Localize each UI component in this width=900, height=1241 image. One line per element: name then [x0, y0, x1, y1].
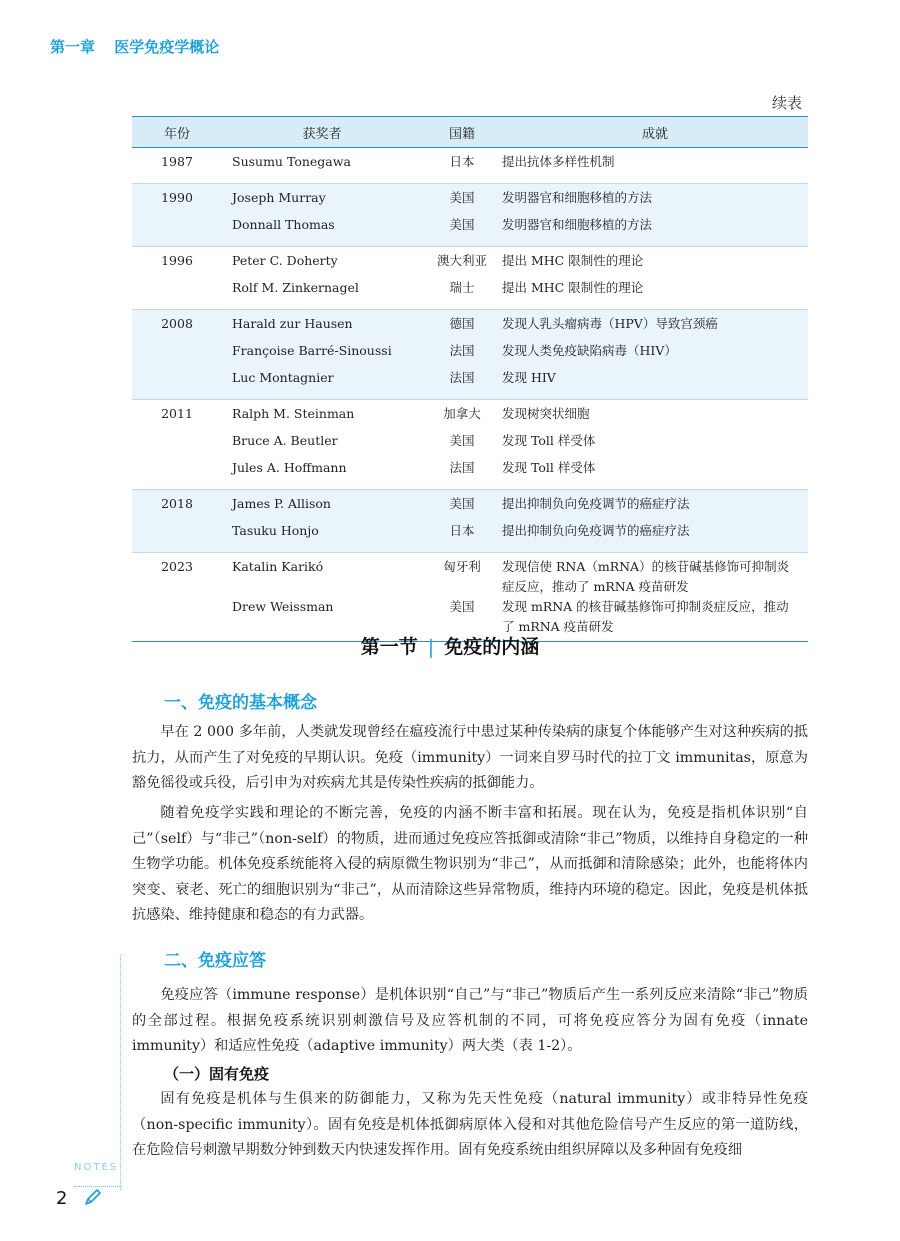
cell-year [132, 368, 222, 400]
cell-laureate: Harald zur Hausen [222, 310, 422, 342]
table-continued-label: 续表 [771, 94, 802, 112]
table-row [132, 310, 808, 342]
cell-achievement: 提出抑制负向免疫调节的癌症疗法 [502, 523, 690, 538]
cell-achievement: 提出 MHC 限制性的理论 [502, 280, 644, 295]
cell-nationality: 日本 [449, 154, 475, 169]
section-name: 免疫的内涵 [444, 636, 540, 658]
notes-margin-rule [120, 955, 121, 1190]
cell-laureate: Donnall Thomas [232, 217, 335, 232]
cell-achievement: 发现 Toll 样受体 [502, 460, 596, 475]
cell-nationality: 澳大利亚 [422, 247, 502, 279]
cell-achievement: 提出抗体多样性机制 [502, 154, 615, 169]
cell-year: 1996 [132, 247, 222, 279]
cell-year [132, 458, 222, 490]
cell-achievement: 发明器官和细胞移植的方法 [502, 217, 653, 232]
cell-nationality: 美国 [422, 597, 502, 642]
sub-subsection-heading-innate-immunity: （一）固有免疫 [164, 1065, 270, 1083]
cell-laureate: Jules A. Hoffmann [232, 460, 347, 475]
cell-achievement: 发明器官和细胞移植的方法 [502, 184, 808, 216]
cell-year: 2008 [132, 310, 222, 342]
cell-laureate: Susumu Tonegawa [232, 154, 351, 169]
cell-year [132, 278, 222, 310]
cell-laureate: Françoise Barré-Sinoussi [232, 343, 392, 358]
cell-year: 2023 [132, 553, 222, 598]
table-row [132, 247, 808, 279]
cell-laureate: Rolf M. Zinkernagel [232, 280, 359, 295]
cell-nationality: 美国 [422, 490, 502, 522]
table-row [132, 400, 808, 432]
cell-nationality: 德国 [422, 310, 502, 342]
cell-laureate: Bruce A. Beutler [232, 433, 338, 448]
table-row [132, 278, 808, 310]
cell-laureate: Drew Weissman [222, 597, 422, 642]
table-row [132, 368, 808, 400]
cell-achievement: 发现信使 RNA（mRNA）的核苷碱基修饰可抑制炎症反应，推动了 mRNA 疫苗研发 [502, 553, 808, 598]
table-row [132, 341, 808, 368]
column-header-laureate: 获奖者 [222, 117, 422, 148]
notes-label: NOTES [74, 1162, 119, 1173]
paragraph: 免疫应答（immune response）是机体识别“自己”与“非己”物质后产生一系列反应来清除“非己”物质的全部过程。根据免疫系统识别刺激信号及应答机制的不同，可将免疫应答分为固有免疫（innate immunity）和适应性免疫（adaptive immunity）两大类（表 1-2）。 [132, 987, 808, 1055]
cell-nationality: 美国 [422, 184, 502, 216]
cell-nationality: 匈牙利 [422, 553, 502, 598]
table-row [132, 431, 808, 458]
cell-year [132, 341, 222, 368]
nobel-prize-table [132, 116, 808, 642]
table-row [132, 148, 808, 184]
paragraph: 随着免疫学实践和理论的不断完善，免疫的内涵不断丰富和拓展。现在认为，免疫是指机体识别“自己”（self）与“非己”（non-self）的物质，进而通过免疫应答抵御或清除“非己”物质，以维持自身稳定的一种生物学功能。机体免疫系统能将入侵的病原微生物识别为“非己”，从而抵御和清除感染；此外，也能将体内突变、衰老、死亡的细胞识别为“非己”，从而清除这些异常物质，维持内环境的稳定。因此，免疫是机体抵抗感染、维持健康和稳态的有力武器。 [132, 805, 808, 924]
cell-year [132, 215, 222, 247]
cell-laureate: Peter C. Doherty [222, 247, 422, 279]
cell-laureate: James P. Allison [222, 490, 422, 522]
cell-nationality: 法国 [449, 370, 475, 385]
chapter-title: 医学免疫学概论 [114, 38, 220, 56]
table-row [132, 215, 808, 247]
cell-nationality: 日本 [449, 523, 475, 538]
cell-nationality: 美国 [449, 433, 475, 448]
running-header [50, 36, 233, 57]
cell-laureate: Luc Montagnier [232, 370, 334, 385]
cell-laureate: Tasuku Honjo [232, 523, 319, 538]
page-number: 2 [56, 1188, 68, 1209]
table-row [132, 521, 808, 553]
section-number: 第一节 [360, 636, 418, 658]
cell-achievement: 发现人乳头瘤病毒（HPV）导致宫颈癌 [502, 310, 808, 342]
cell-year: 1990 [132, 184, 222, 216]
cell-achievement: 提出抑制负向免疫调节的癌症疗法 [502, 490, 808, 522]
subsection-heading-basic-concept: 一、免疫的基本概念 [164, 693, 317, 713]
cell-achievement: 发现 mRNA 的核苷碱基修饰可抑制炎症反应，推动了 mRNA 疫苗研发 [502, 597, 808, 642]
cell-year: 2018 [132, 490, 222, 522]
table-row [132, 184, 808, 216]
cell-year: 1987 [161, 154, 193, 169]
column-header-nationality: 国籍 [422, 117, 502, 148]
pencil-icon [82, 1186, 104, 1212]
cell-achievement: 发现 HIV [502, 370, 556, 385]
cell-nationality: 法国 [449, 460, 475, 475]
table-header-row [132, 117, 808, 148]
cell-achievement: 提出 MHC 限制性的理论 [502, 247, 808, 279]
cell-nationality: 美国 [449, 217, 475, 232]
cell-year [132, 431, 222, 458]
paragraph: 固有免疫是机体与生俱来的防御能力，又称为先天性免疫（natural immunity）或非特异性免疫（non-specific immunity）。固有免疫是机体抵御病原体入侵和对其他危险信号产生反应的第一道防线，在危险信号刺激早期数分钟到数天内快速发挥作用。固有免疫系统由组织屏障以及多种固有免疫细 [132, 1091, 808, 1159]
cell-laureate: Katalin Karikó [222, 553, 422, 598]
column-header-achievement: 成就 [502, 117, 808, 148]
cell-achievement: 发现人类免疫缺陷病毒（HIV） [502, 343, 677, 358]
section-title [0, 632, 900, 659]
cell-year: 2011 [132, 400, 222, 432]
cell-achievement: 发现树突状细胞 [502, 400, 808, 432]
cell-laureate: Joseph Murray [222, 184, 422, 216]
table-row [132, 490, 808, 522]
cell-nationality: 加拿大 [422, 400, 502, 432]
chapter-number: 第一章 [50, 38, 96, 56]
column-header-year: 年份 [132, 117, 222, 148]
section-divider: | [427, 636, 435, 658]
cell-laureate: Ralph M. Steinman [222, 400, 422, 432]
table-row [132, 553, 808, 598]
cell-achievement: 发现 Toll 样受体 [502, 433, 596, 448]
table-row [132, 458, 808, 490]
cell-nationality: 瑞士 [449, 280, 475, 295]
subsection-heading-immune-response: 二、免疫应答 [164, 951, 266, 971]
paragraph: 早在 2 000 多年前，人类就发现曾经在瘟疫流行中患过某种传染病的康复个体能够产生对这种疾病的抵抗力，从而产生了对免疫的早期认识。免疫（immunity）一词来自罗马时代的拉丁文 immunitas，原意为豁免徭役或兵役，后引申为对疾病尤其是传染性疾病的抵御能力。 [132, 724, 808, 792]
cell-nationality: 法国 [449, 343, 475, 358]
cell-year [132, 521, 222, 553]
